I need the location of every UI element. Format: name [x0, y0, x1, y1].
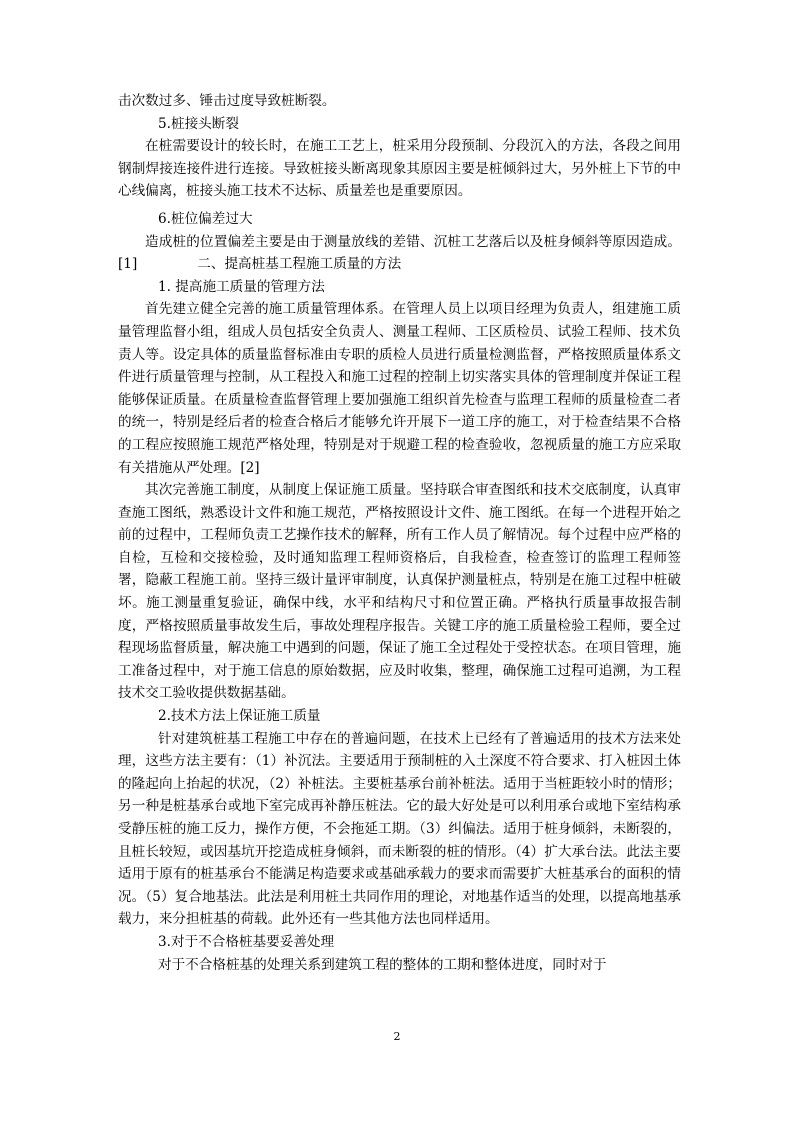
- subheading-unqualified-piles: 3.对于不合格桩基要妥善处理: [158, 933, 335, 950]
- subheading-pile-position-deviation: 6.桩位偏差过大: [158, 210, 253, 227]
- subheading-management-methods: 1. 提高施工质量的管理方法: [158, 278, 325, 295]
- paragraph-technical-methods: 针对建筑桩基工程施工中存在的普遍问题，在技术上已经有了普遍适用的技术方法来处理，这些方法主要有：（1）补沉法。主要适用于预制桩的入土深度不符合要求、打入桩因土体的隆起向上抬起的状况，（2）补桩法。主要桩基承台前补桩法。适用于当桩距较小时的情形；另一种是桩基承台或地下室完成再补静压桩法。它的最大好处是可以利用承台或地下室结构承受静压桩的施工反力，操作方便，不会拖延工期。（3）纠偏法。适用于桩身倾斜，未断裂的，且桩长较短，或因基坑开挖造成桩身倾斜，而未断裂的桩的情形。（4）扩大承台法。此法主要适用于原有的桩基承台不能满足构造要求或基础承载力的要求而需要扩大桩基承台的面积的情况。（5）复合地基法。此法是利用桩土共同作用的理论，对地基作适当的处理，以提高地基承载力，来分担桩基的荷载。此外还有一些其他方法也同样适用。: [118, 730, 681, 928]
- paragraph-unqualified-piles: 对于不合格桩基的处理关系到建筑工程的整体的工期和整体进度，同时对于: [158, 956, 607, 973]
- section-heading-quality-methods: 二、提高桩基工程施工质量的方法: [197, 256, 402, 273]
- paragraph-pile-position-text: 造成桩的位置偏差主要是由于测量放线的差错、沉桩工艺落后以及桩身倾斜等原因造成。[1]: [118, 233, 681, 273]
- paragraph-continuation: 击次数过多、锤击过度导致桩断裂。: [118, 93, 336, 109]
- paragraph-pile-joint-fracture: 在桩需要设计的较长时，在施工工艺上，桩采用分段预制、分段沉入的方法，各段之间用钢制焊接连接件进行连接。导致桩接头断离现象其原因主要是桩倾斜过大，另外桩上下节的中心线偏离，桩接头施工技术不达标、质量差也是重要原因。: [118, 138, 681, 200]
- paragraph-management-system: 首先建立健全完善的施工质量管理体系。在管理人员上以项目经理为负责人，组建施工质量管理监督小组，组成人员包括安全负责人、测量工程师、工区质检员、试验工程师、技术负责人等。设定具体的质量监督标准由专职的质检人员进行质量检测监督，严格按照质量体系文件进行质量管理与控制，从工程投入和施工过程的控制上切实落实具体的管理制度并保证工程能够保证质量。在质量检查监督管理上要加强施工组织首先检查与监理工程师的质量检查二者的统一，特别是经后者的检查合格后才能够允许开展下一道工序的施工，对于检查结果不合格的工程应按照施工规范严格处理，特别是对于规避工程的检查验收，忽视质量的施工方应采取有关措施从严处理。[2]: [118, 301, 681, 476]
- body-text: [118, 90, 681, 976]
- paragraph-pile-position-deviation: [118, 231, 681, 276]
- subheading-pile-joint-fracture: 5.桩接头断裂: [158, 115, 239, 132]
- page-number: 2: [393, 1030, 401, 1043]
- paragraph-construction-system: 其次完善施工制度，从制度上保证施工质量。坚持联合审查图纸和技术交底制度，认真审查施工图纸，熟悉设计文件和施工规范，严格按照设计文件、施工图纸。在每一个进程开始之前的过程中，工程师负责工艺操作技术的解释，所有工作人员了解情况。每个过程中应严格的自检，互检和交接检验，及时通知监理工程师资格后，自我检查，检查签订的监理工程师签署，隐蔽工程施工前。坚持三级计量评审制度，认真保护测量桩点，特别是在施工过程中桩破坏。施工测量重复验证，确保中线，水平和结构尺寸和位置正确。严格执行质量事故报告制度，严格按照质量事故发生后，事故处理程序报告。关键工序的施工质量检验工程师，要全过程现场监督质量，解决施工中遇到的问题，保证了施工全过程处于受控状态。在项目管理，施工准备过程中，对于施工信息的原始数据，应及时收集，整理，确保施工过程可追溯，为工程技术交工验收提供数据基础。: [118, 482, 681, 702]
- subheading-technical-methods: 2.技术方法上保证施工质量: [158, 708, 321, 725]
